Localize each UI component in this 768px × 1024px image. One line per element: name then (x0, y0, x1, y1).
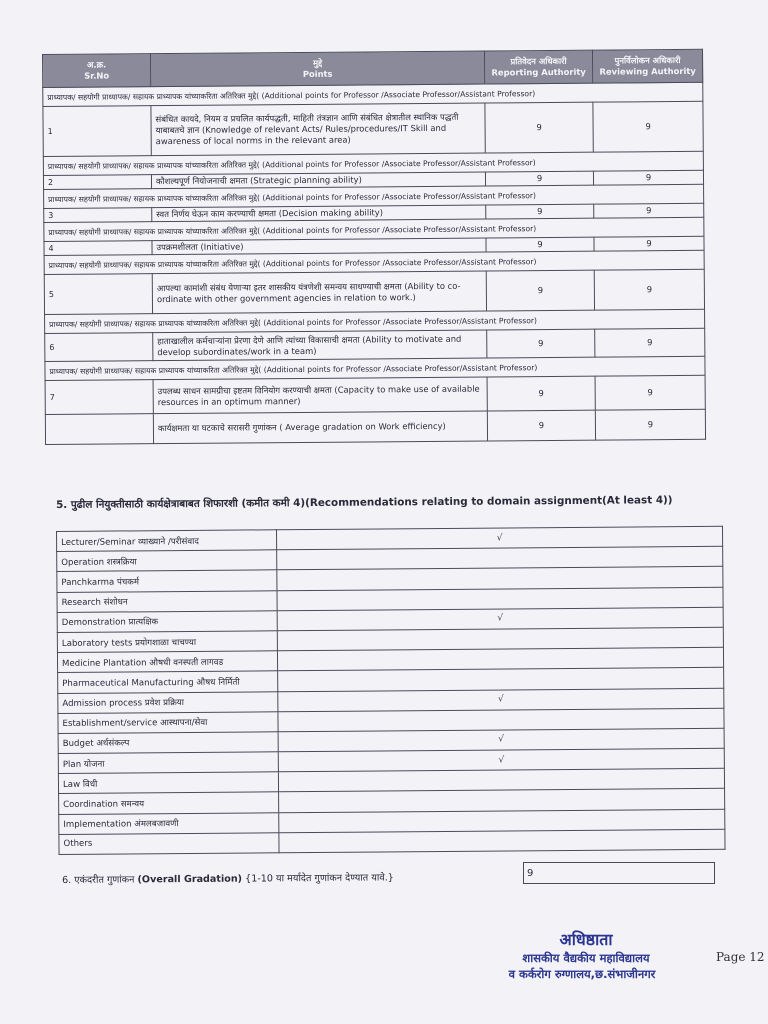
sr-no-cell: 3 (44, 208, 152, 223)
point-cell: उपलब्ध साधन सामग्रीचा इष्टतम विनियोग करण्याची क्षमता (Capacity to make use of available resources in an optimum manner) (153, 377, 487, 414)
section-note: प्राध्यापक/ सहयोगी प्राध्यापक/ सहायक प्राध्यापक यांच्याकरिता अतिरिक्त मुद्दे( (Additional points for Professor /Associate Professor/Assistant Professor) (44, 250, 704, 274)
dean-stamp (496, 930, 676, 982)
overall-gradation-prefix: 6. एकंदरीत गुणांकन (62, 874, 138, 886)
reviewing-header-mr: पुनर्विलोकन अधिकारी (614, 54, 681, 66)
sr-no-cell: 2 (43, 175, 151, 190)
domain-label: Coordination समन्वय (59, 792, 279, 814)
reporting-header-mr: प्रतिवेदन अधिकारी (510, 55, 567, 67)
reporting-score: 9 (485, 102, 593, 153)
reviewing-header-en: Reviewing Authority (599, 65, 696, 77)
domain-label: Pharmaceutical Manufacturing औषध निर्मिती (58, 671, 278, 693)
section-note: प्राध्यापक/ सहयोगी प्राध्यापक/ सहायक प्राध्यापक यांच्याकरिता अतिरिक्त मुद्दे( (Additional points for Professor /Associate Professor/Assistant Professor) (44, 184, 704, 208)
reviewing-score: 9 (594, 236, 704, 251)
stamp-line-title: अधिष्ठाता (559, 930, 613, 949)
table-row (44, 269, 704, 314)
points-header-mr: मुद्दे (313, 57, 323, 68)
point-cell: स्वत निर्णय घेऊन काम करण्याची क्षमता (Decision making ability) (152, 205, 486, 222)
reviewing-score: 9 (594, 203, 704, 218)
domain-assignment-table (56, 526, 726, 855)
reviewing-authority-header (592, 49, 702, 83)
point-cell: हाताखालील कर्मचाऱ्यांना प्रेरणा देणे आणि त्यांच्या विकासाची क्षमता (Ability to motivate and develop subordinates/work in a team) (153, 330, 487, 361)
average-point-cell: कार्यक्षमता या घटकाचे सरासरी गुणांकन ( Average gradation on Work efficiency) (153, 411, 487, 444)
reporting-header-en: Reporting Authority (491, 66, 586, 78)
domain-label: Research संशोधन (57, 590, 277, 612)
sr-no-cell: 1 (43, 106, 151, 157)
reporting-score: 9 (487, 329, 595, 358)
stamp-line-college: शासकीय वैद्यकीय महाविद्यालय (522, 951, 650, 965)
reporting-score: 9 (485, 171, 593, 186)
assessment-header-row (43, 49, 703, 87)
domain-label: Demonstration प्रात्यक्षिक (57, 611, 277, 633)
domain-label: Budget अर्थसंकल्प (58, 732, 278, 754)
section-note: प्राध्यापक/ सहयोगी प्राध्यापक/ सहायक प्राध्यापक यांच्याकरिता अतिरिक्त मुद्दे( (Additional points for Professor /Associate Professor/Assistant Professor) (43, 151, 703, 175)
sr-no-cell: 6 (45, 333, 153, 362)
overall-gradation-bold: (Overall Gradation) (137, 873, 243, 886)
points-header (151, 51, 485, 87)
domain-label: Others (59, 833, 279, 855)
reviewing-score: 9 (594, 269, 704, 310)
domain-check-cell: √ (277, 607, 723, 631)
reviewing-score: 9 (595, 375, 705, 410)
page-number: Page 12 (716, 950, 765, 964)
domain-label: Medicine Plantation औषधी वनस्पती लागवड (57, 651, 277, 673)
reporting-score: 9 (486, 204, 594, 219)
point-cell: उपक्रमशीलता (Initiative) (152, 238, 486, 255)
domain-check-cell (279, 829, 725, 853)
reporting-score: 9 (487, 376, 595, 411)
domain-check-cell: √ (278, 688, 724, 712)
domain-label: Operation शस्त्रक्रिया (57, 550, 277, 572)
sr-no-header (43, 54, 151, 88)
section5-heading: 5. पुढील नियुक्तीसाठी कार्यक्षेत्राबाबत शिफारशी (कमीत कमी 4)(Recommendations relating to domain assignment(At least 4)) (56, 494, 673, 511)
domain-label: Implementation अंमलबजावणी (59, 812, 279, 834)
point-cell: कौशल्यपूर्ण नियोजनाची क्षमता (Strategic planning ability) (151, 172, 485, 189)
average-reporting-score: 9 (487, 410, 595, 441)
domain-label: Establishment/service आस्थापना/सेवा (58, 711, 278, 733)
reviewing-score: 9 (593, 101, 703, 152)
points-header-en: Points (302, 68, 333, 79)
section-note: प्राध्यापक/ सहयोगी प्राध्यापक/ सहायक प्राध्यापक यांच्याकरिता अतिरिक्त मुद्दे( (Additional points for Professor /Associate Professor/Assistant Professor) (44, 217, 704, 241)
domain-label: Panchkarma पंचकर्म (57, 570, 277, 592)
average-reviewing-score: 9 (595, 409, 705, 440)
stamp-line-hospital: व कर्करोग रुग्णालय,छ.संभाजीनगर (508, 967, 656, 981)
reviewing-score: 9 (593, 170, 703, 185)
sr-no-cell: 5 (44, 274, 152, 315)
domain-label: Lecturer/Seminar व्याख्याने /परीसंवाद (57, 530, 277, 552)
sr-no-cell: 7 (45, 380, 153, 415)
overall-gradation-label (62, 869, 522, 886)
overall-gradation-value: 9 (523, 862, 715, 884)
domain-label: Plan योजना (58, 752, 278, 774)
table-row (59, 829, 725, 854)
domain-check-cell: √ (276, 526, 722, 550)
sr-no-header-mr: अ.क्र. (86, 59, 107, 70)
reporting-score: 9 (486, 270, 594, 311)
domain-label: Admission process प्रवेश प्रक्रिया (58, 691, 278, 713)
sr-no-header-en: Sr.No (84, 70, 110, 81)
domain-check-cell: √ (278, 748, 724, 772)
reporting-score: 9 (486, 237, 594, 252)
table-row (45, 375, 705, 414)
domain-check-cell: √ (278, 728, 724, 752)
section-note: प्राध्यापक/ सहयोगी प्राध्यापक/ सहायक प्राध्यापक यांच्याकरिता अतिरिक्त मुद्दे( (Additional points for Professor /Associate Professor/Assistant Professor) (45, 356, 705, 380)
domain-label: Law विधी (58, 772, 278, 794)
reviewing-score: 9 (595, 328, 705, 357)
domain-label: Laboratory tests प्रयोगशाळा चाचण्या (57, 631, 277, 653)
section-note: प्राध्यापक/ सहयोगी प्राध्यापक/ सहायक प्राध्यापक यांच्याकरिता अतिरिक्त मुद्दे( (Additional points for Professor /Associate Professor/Assistant Professor) (43, 82, 703, 106)
point-cell: संबंधित कायदे, नियम व प्रचलित कार्यपद्धती, माहिती तंत्रज्ञान आणि संबंधित क्षेत्रातील स्थानिक पद्धती याबाबतचे ज्ञान (Knowledge of relevant Acts/ Rules/procedures/IT Skill and awareness of local norms in the relevant area) (151, 103, 485, 156)
table-row (43, 101, 703, 156)
section-note: प्राध्यापक/ सहयोगी प्राध्यापक/ सहायक प्राध्यापक यांच्याकरिता अतिरिक्त मुद्दे( (Additional points for Professor /Associate Professor/Assistant Professor) (45, 309, 705, 333)
point-cell: आपल्या कामांशी संबंध येणाऱ्या इतर शासकीय यंत्रणेशी समन्वय साधण्याची क्षमता (Ability to co-ordinate with other government agencies in relation to work.) (152, 271, 486, 314)
sr-no-cell: 4 (44, 241, 152, 256)
assessment-table (42, 49, 706, 445)
average-row (45, 409, 705, 444)
reporting-authority-header (484, 50, 592, 84)
overall-gradation-suffix: {1-10 या मर्यादेत गुणांकन देण्यात यावे.} (242, 872, 394, 885)
empty-sr-cell (45, 414, 153, 445)
